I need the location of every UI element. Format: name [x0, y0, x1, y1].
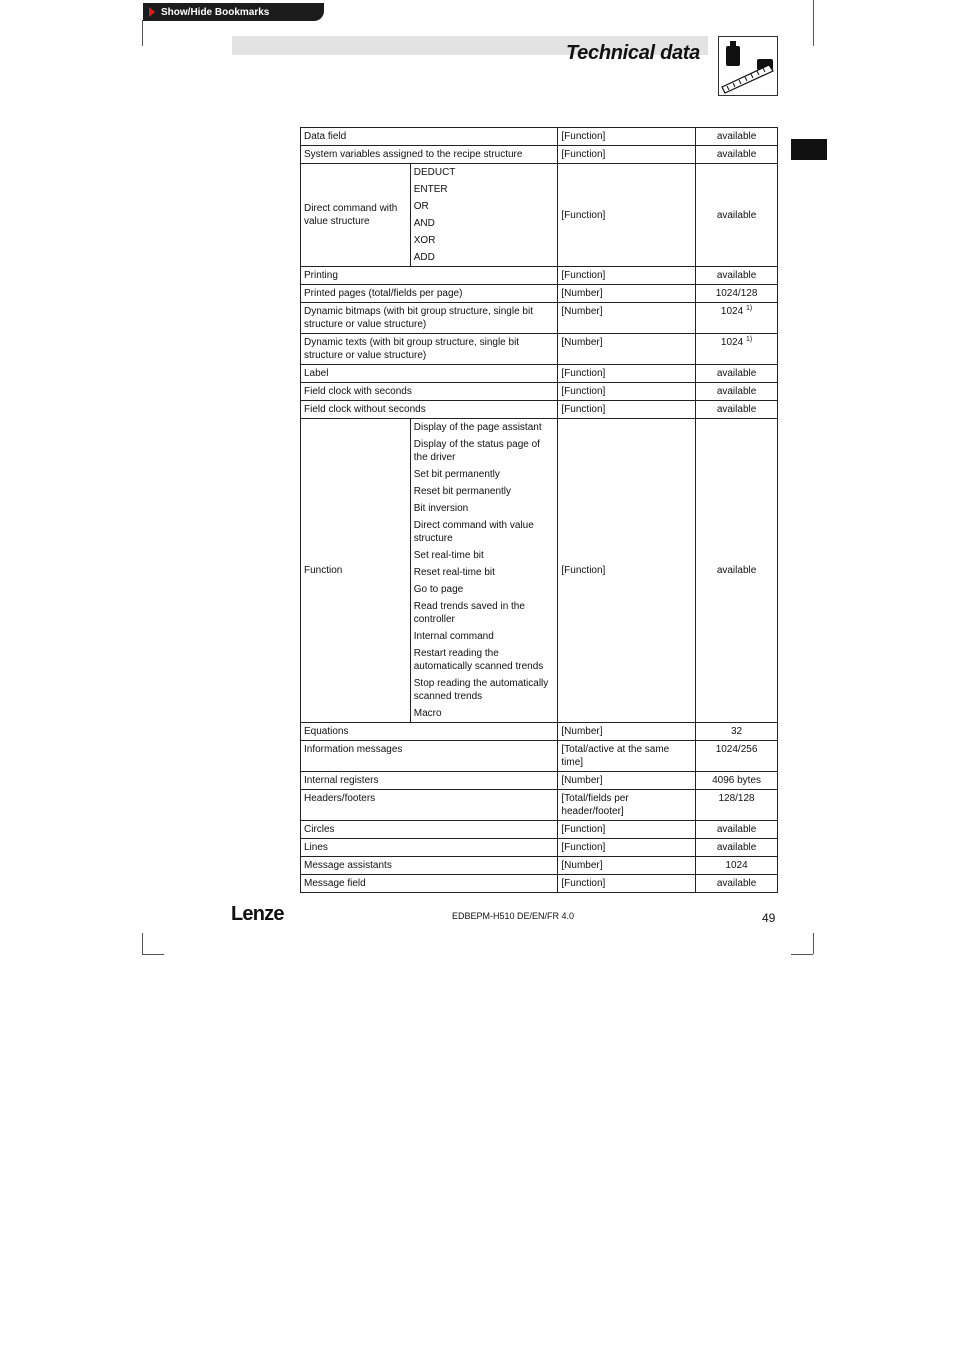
table-row: [301, 772, 778, 790]
feature-value: available: [696, 383, 778, 401]
sub-item: Stop reading the automatically scanned trends: [413, 678, 549, 702]
feature-type: [Number]: [558, 334, 696, 365]
feature-type: [Total/fields per header/footer]: [558, 790, 696, 821]
table-row: [301, 303, 778, 334]
crop-mark-top-right: [813, 0, 814, 46]
feature-type: [Function]: [558, 365, 696, 383]
feature-name: Printing: [301, 267, 558, 285]
sub-item: Internal command: [413, 631, 494, 642]
table-row: [301, 383, 778, 401]
sub-item: Go to page: [413, 584, 464, 595]
feature-type: [Function]: [558, 875, 696, 893]
table-row: [301, 267, 778, 285]
feature-type: [Function]: [558, 401, 696, 419]
feature-name: Circles: [301, 821, 558, 839]
table-row: [301, 741, 778, 772]
sub-item: ENTER: [413, 184, 448, 195]
feature-type: [Function]: [558, 146, 696, 164]
feature-name: Equations: [301, 723, 558, 741]
feature-value: 32: [696, 723, 778, 741]
scale-weight-icon: [718, 36, 778, 96]
feature-name: Field clock with seconds: [301, 383, 558, 401]
feature-name: System variables assigned to the recipe structure: [301, 146, 558, 164]
feature-value: available: [696, 875, 778, 893]
crop-mark-top-left: [142, 20, 143, 46]
feature-value: available: [696, 401, 778, 419]
table-row: [301, 334, 778, 365]
lenze-logo: Lenze: [231, 903, 284, 925]
feature-value-cell: [696, 334, 778, 365]
feature-name: Lines: [301, 839, 558, 857]
feature-type: [Function]: [558, 128, 696, 146]
sub-item: Macro: [413, 708, 442, 719]
feature-type: [Total/active at the same time]: [558, 741, 696, 772]
table-row: [301, 790, 778, 821]
feature-value-cell: [696, 303, 778, 334]
show-hide-bookmarks-button[interactable]: [143, 3, 324, 21]
feature-type: [Function]: [558, 821, 696, 839]
feature-name: Message field: [301, 875, 558, 893]
crop-mark-bottom-left-h: [142, 954, 164, 955]
feature-type: [Number]: [558, 723, 696, 741]
table-row: [301, 401, 778, 419]
feature-type: [Function]: [558, 267, 696, 285]
sub-item: OR: [413, 201, 429, 212]
feature-name: Message assistants: [301, 857, 558, 875]
page-number: 49: [762, 911, 776, 925]
sub-item-list: [410, 164, 558, 267]
feature-type: [Number]: [558, 285, 696, 303]
triangle-right-icon: [149, 7, 155, 17]
table-row: [301, 857, 778, 875]
feature-value: 1024: [720, 337, 744, 348]
chapter-marker: [791, 139, 827, 160]
feature-value: 128/128: [696, 790, 778, 821]
table-row: [301, 839, 778, 857]
feature-value: available: [696, 267, 778, 285]
feature-value: available: [696, 821, 778, 839]
table-row: [301, 164, 778, 267]
footnote-ref: 1): [745, 336, 753, 343]
feature-value: available: [696, 128, 778, 146]
table-row: [301, 285, 778, 303]
feature-name: Label: [301, 365, 558, 383]
crop-mark-bottom-right-v: [813, 933, 814, 954]
table-row: [301, 723, 778, 741]
sub-item: Display of the status page of the driver: [413, 439, 540, 463]
technical-data-table: [300, 127, 778, 893]
document-id: EDBEPM-H510 DE/EN/FR 4.0: [452, 911, 575, 921]
table-row: [301, 419, 778, 723]
table-row: [301, 128, 778, 146]
sub-item: Set real-time bit: [413, 550, 484, 561]
crop-mark-bottom-left-v: [142, 933, 143, 954]
feature-name: Function: [301, 419, 411, 723]
sub-item: Read trends saved in the controller: [413, 601, 525, 625]
sub-item: ADD: [413, 252, 435, 263]
sub-item: Reset real-time bit: [413, 567, 495, 578]
table-row: [301, 821, 778, 839]
sub-item: AND: [413, 218, 435, 229]
feature-value: 1024: [720, 306, 744, 317]
feature-name: Printed pages (total/fields per page): [301, 285, 558, 303]
sub-item: Display of the page assistant: [413, 422, 542, 433]
feature-name: Internal registers: [301, 772, 558, 790]
feature-type: [Function]: [558, 419, 696, 723]
table-row: [301, 365, 778, 383]
feature-value: available: [696, 419, 778, 723]
feature-value: 1024: [696, 857, 778, 875]
crop-mark-bottom-right-h: [791, 954, 813, 955]
feature-value: available: [696, 839, 778, 857]
feature-type: [Number]: [558, 772, 696, 790]
footnote-ref: 1): [745, 305, 753, 312]
sub-item-list: [410, 419, 558, 723]
table-row: [301, 875, 778, 893]
sub-item: Restart reading the automatically scanned trends: [413, 648, 544, 672]
feature-value: available: [696, 146, 778, 164]
feature-value: 4096 bytes: [696, 772, 778, 790]
feature-name: Field clock without seconds: [301, 401, 558, 419]
sub-item: DEDUCT: [413, 167, 456, 178]
feature-value: available: [696, 164, 778, 267]
feature-name: Data field: [301, 128, 558, 146]
sub-item: Direct command with value structure: [413, 520, 534, 544]
feature-type: [Function]: [558, 383, 696, 401]
page-title: Technical data: [566, 42, 700, 64]
feature-name: Dynamic bitmaps (with bit group structure, single bit structure or value structure): [301, 303, 558, 334]
sub-item: Set bit permanently: [413, 469, 500, 480]
feature-name: Headers/footers: [301, 790, 558, 821]
sub-item: Reset bit permanently: [413, 486, 512, 497]
feature-name: Dynamic texts (with bit group structure, single bit structure or value structure): [301, 334, 558, 365]
table-row: [301, 146, 778, 164]
feature-value: 1024/256: [696, 741, 778, 772]
sub-item: Bit inversion: [413, 503, 469, 514]
bookmark-label: Show/Hide Bookmarks: [161, 6, 270, 18]
feature-type: [Number]: [558, 303, 696, 334]
sub-item: XOR: [413, 235, 436, 246]
feature-type: [Function]: [558, 839, 696, 857]
feature-value: 1024/128: [696, 285, 778, 303]
feature-type: [Number]: [558, 857, 696, 875]
feature-value: available: [696, 365, 778, 383]
feature-type: [Function]: [558, 164, 696, 267]
feature-name: Information messages: [301, 741, 558, 772]
feature-name: Direct command with value structure: [301, 164, 411, 267]
